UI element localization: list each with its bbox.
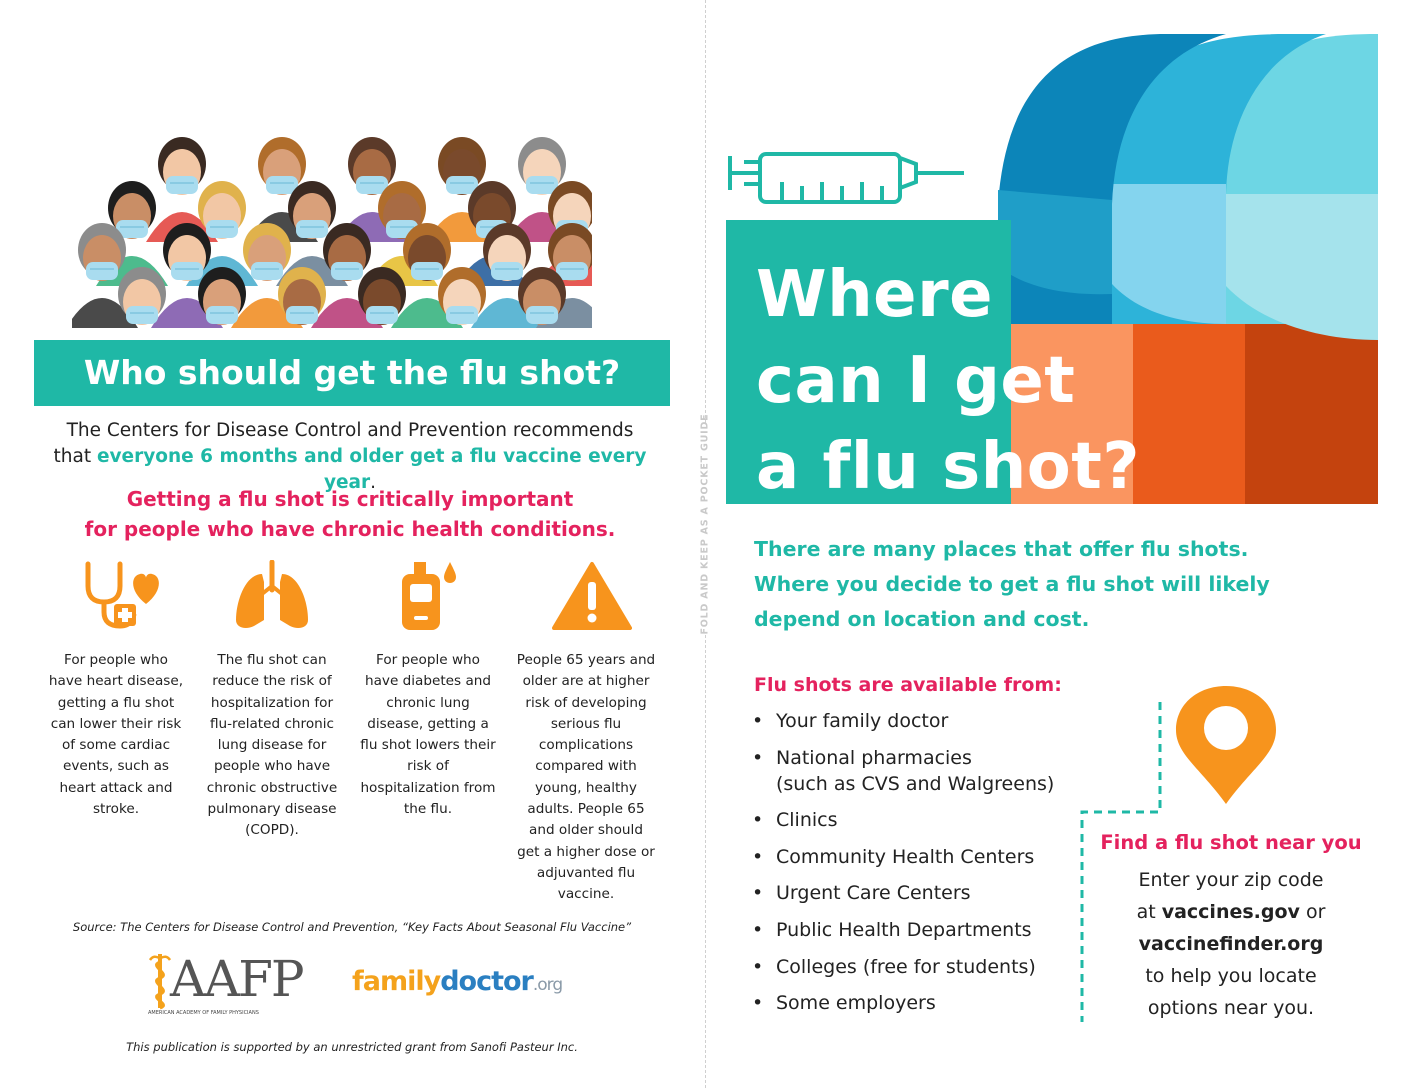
where-line3: a flu shot? — [756, 430, 1140, 504]
where-line1: Where — [756, 258, 994, 332]
who-should-title: Who should get the flu shot? — [34, 340, 670, 406]
list-item: • Colleges (free for students) — [752, 954, 1054, 980]
caduceus-icon — [148, 952, 172, 1010]
diabetes-text: For people who have diabetes and chronic lung disease, getting a flu shot lowers their risk of hospitalization from the flu. — [360, 652, 496, 818]
list-item: • Public Health Departments — [752, 917, 1054, 943]
important-line2: for people who have chronic health conditions. — [84, 517, 616, 541]
heart-disease-text: For people who have heart disease, getting a flu shot can lower their risk of some cardiac events, such as heart attack and stroke. — [48, 652, 184, 818]
list-item: • Urgent Care Centers — [752, 880, 1054, 906]
vaccines-gov-link[interactable]: vaccines.gov — [1161, 901, 1300, 923]
syringe-icon — [730, 154, 964, 202]
age-65-text: People 65 years and older are at higher risk of developing serious flu complications compared with young, healthy adults. People 65 and older should get a higher dose or adjuvanted flu vaccine. — [516, 652, 656, 903]
list-item: • Some employers — [752, 990, 1054, 1016]
fold-instruction: FOLD AND KEEP AS A POCKET GUIDE — [699, 413, 711, 635]
list-item: • Community Health Centers — [752, 844, 1054, 870]
where-heading — [756, 252, 1140, 510]
cdc-highlight: everyone 6 months and older get a flu vaccine every year — [96, 446, 647, 493]
list-item: • Clinics — [752, 807, 1054, 833]
where-line2: can I get — [756, 344, 1076, 418]
warning-icon — [552, 560, 632, 632]
location-pin-icon — [1176, 686, 1276, 804]
available-heading: Flu shots are available from: — [754, 674, 1062, 696]
find-heading: Find a flu shot near you — [1100, 831, 1362, 854]
vaccinefinder-link[interactable]: vaccinefinder.org — [1138, 933, 1324, 955]
places-intro: There are many places that offer flu shots. Where you decide to get a flu shot will likely depend on location and cost. — [754, 537, 1270, 631]
glucose-meter-icon — [388, 560, 468, 632]
list-item: • National pharmacies (such as CVS and Walgreens) — [752, 745, 1054, 797]
familydoctor-logo: familydoctor.org — [352, 966, 563, 997]
grant-statement: This publication is supported by an unrestricted grant from Sanofi Pasteur Inc. — [126, 1040, 578, 1054]
find-instructions: Enter your zip code at vaccines.gov or vaccinefinder.org to help you locate options near you. — [1136, 869, 1326, 1019]
important-statement — [30, 484, 670, 544]
source-citation: Source: The Centers for Disease Control and Prevention, “Key Facts About Seasonal Flu Vaccine” — [72, 920, 632, 934]
important-line1: Getting a flu shot is critically important — [126, 487, 574, 511]
masked-crowd-illustration — [72, 112, 592, 344]
aafp-wordmark: AAFP — [170, 950, 303, 1008]
aafp-subtitle: AMERICAN ACADEMY OF FAMILY PHYSICIANS — [148, 1010, 259, 1016]
cdc-line2-suffix: . — [370, 472, 377, 493]
aafp-logo — [148, 946, 310, 1022]
pharmacies-note: (such as CVS and Walgreens) — [776, 772, 1055, 795]
lungs-icon — [232, 560, 312, 632]
lung-disease-text: The flu shot can reduce the risk of hospitalization for flu-related chronic lung disease for people who have chronic obstructive pulmonary disease (COPD). — [206, 652, 338, 839]
stethoscope-heart-icon — [80, 560, 160, 632]
locations-list — [752, 708, 1054, 1027]
cdc-line2-prefix: that — [53, 446, 97, 467]
cdc-line1: The Centers for Disease Control and Prevention recommends — [66, 420, 634, 441]
list-item: • Your family doctor — [752, 708, 1054, 734]
